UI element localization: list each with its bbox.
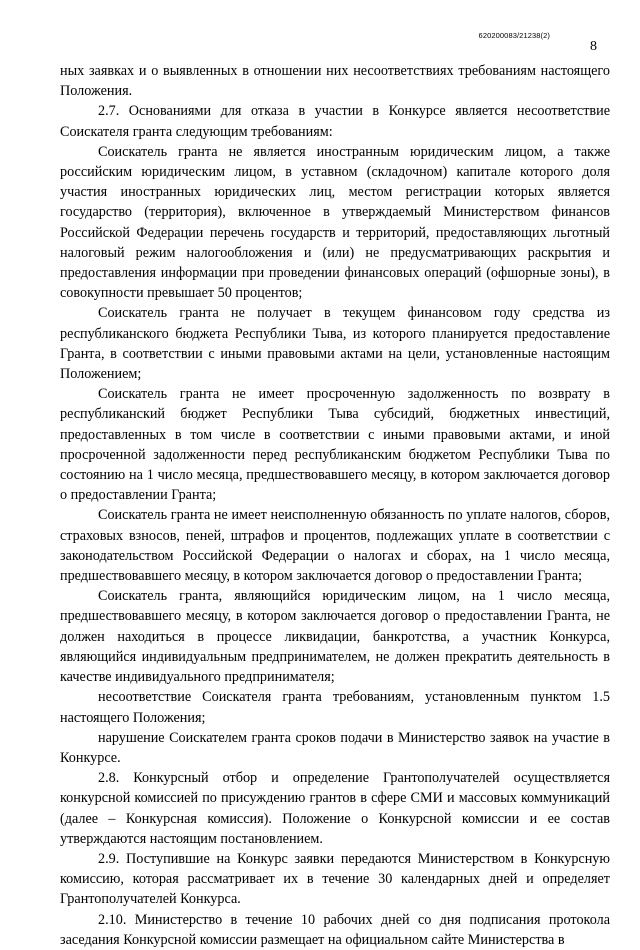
page-number: 8 (590, 39, 597, 54)
paragraph-requirement-no-overdue-debt: Соискатель гранта не имеет просроченную задолженность по возврату в республиканский бюджет Республики Тыва субсидий, бюджетных инвестиций, предоставленных в том числе в соответствии с иными правовыми актами, и иной просроченной задолженности перед республиканским бюджетом Республики Тыва по состоянию на 1 число месяца, предшествовавшего месяцу, в котором заключается договор о предоставлении Гранта; (60, 386, 610, 504)
paragraph-requirement-no-budget-funds: Соискатель гранта не получает в текущем финансовом году средства из республиканского бюджета Республики Тыва, из которого планируется предоставление Гранта, в соответствии с иными правовыми актами на цели, установленные настоящим Положением; (60, 305, 610, 383)
paragraph-requirement-foreign-entity: Соискатель гранта не является иностранным юридическим лицом, а также российским юридическим лицом, в уставном (складочном) капитале которого доля участия иностранных юридических лиц, местом регистрации которых является государство (территория), включенное в утверждаемый Министерством финансов Российской Федерации перечень государств и территорий, предоставляющих льготный налоговый режим налогообложения и (или) не предусматривающих раскрытия и предоставления информации при проведении финансовых операций (офшорные зоны), в совокупности превышает 50 процентов; (60, 143, 610, 302)
paragraph-requirement-deadlines: нарушение Соискателем гранта сроков подачи в Министерство заявок на участие в Конкурсе. (60, 729, 610, 766)
paragraph-2-10: 2.10. Министерство в течение 10 рабочих дней со дня подписания протокола заседания Конкурсной комиссии размещает на официальном сайте Министерства в (60, 911, 610, 948)
paragraph-2-7: 2.7. Основаниями для отказа в участии в Конкурсе является несоответствие Соискателя гранта следующим требованиям: (60, 103, 610, 140)
document-registration-code: 620200083/21238(2) (478, 31, 550, 40)
document-body (60, 61, 610, 950)
paragraph-requirement-no-tax-debt: Соискатель гранта не имеет неисполненную обязанность по уплате налогов, сборов, страховых взносов, пеней, штрафов и процентов, подлежащих уплате в соответствии с законодательством Российской Федерации о налогах и сборах, на 1 число месяца, предшествовавшего месяцу, в котором заключается договор о предоставлении Гранта; (60, 507, 610, 585)
paragraph-continuation: ных заявках и о выявленных в отношении них несоответствиях требованиям настоящего Положения. (60, 63, 610, 100)
paragraph-requirement-clause-1-5: несоответствие Соискателя гранта требованиям, установленным пунктом 1.5 настоящего Положения; (60, 689, 610, 726)
paragraph-requirement-no-liquidation: Соискатель гранта, являющийся юридическим лицом, на 1 число месяца, предшествовавшего месяцу, в котором заключается договор о предоставлении Гранта, не должен находиться в процессе ликвидации, банкротства, а участник Конкурса, являющийся индивидуальным предпринимателем, не должен прекратить деятельность в качестве индивидуального предпринимателя; (60, 588, 610, 686)
paragraph-2-9: 2.9. Поступившие на Конкурс заявки передаются Министерством в Конкурсную комиссию, которая рассматривает их в течение 30 календарных дней и определяет Грантополучателей Конкурса. (60, 850, 610, 908)
paragraph-2-8: 2.8. Конкурсный отбор и определение Грантополучателей осуществляется конкурсной комиссией по присуждению грантов в сфере СМИ и массовых коммуникаций (далее – Конкурсная комиссия). Положение о Конкурсной комиссии и ее состав утверждаются настоящим постановлением. (60, 770, 610, 847)
